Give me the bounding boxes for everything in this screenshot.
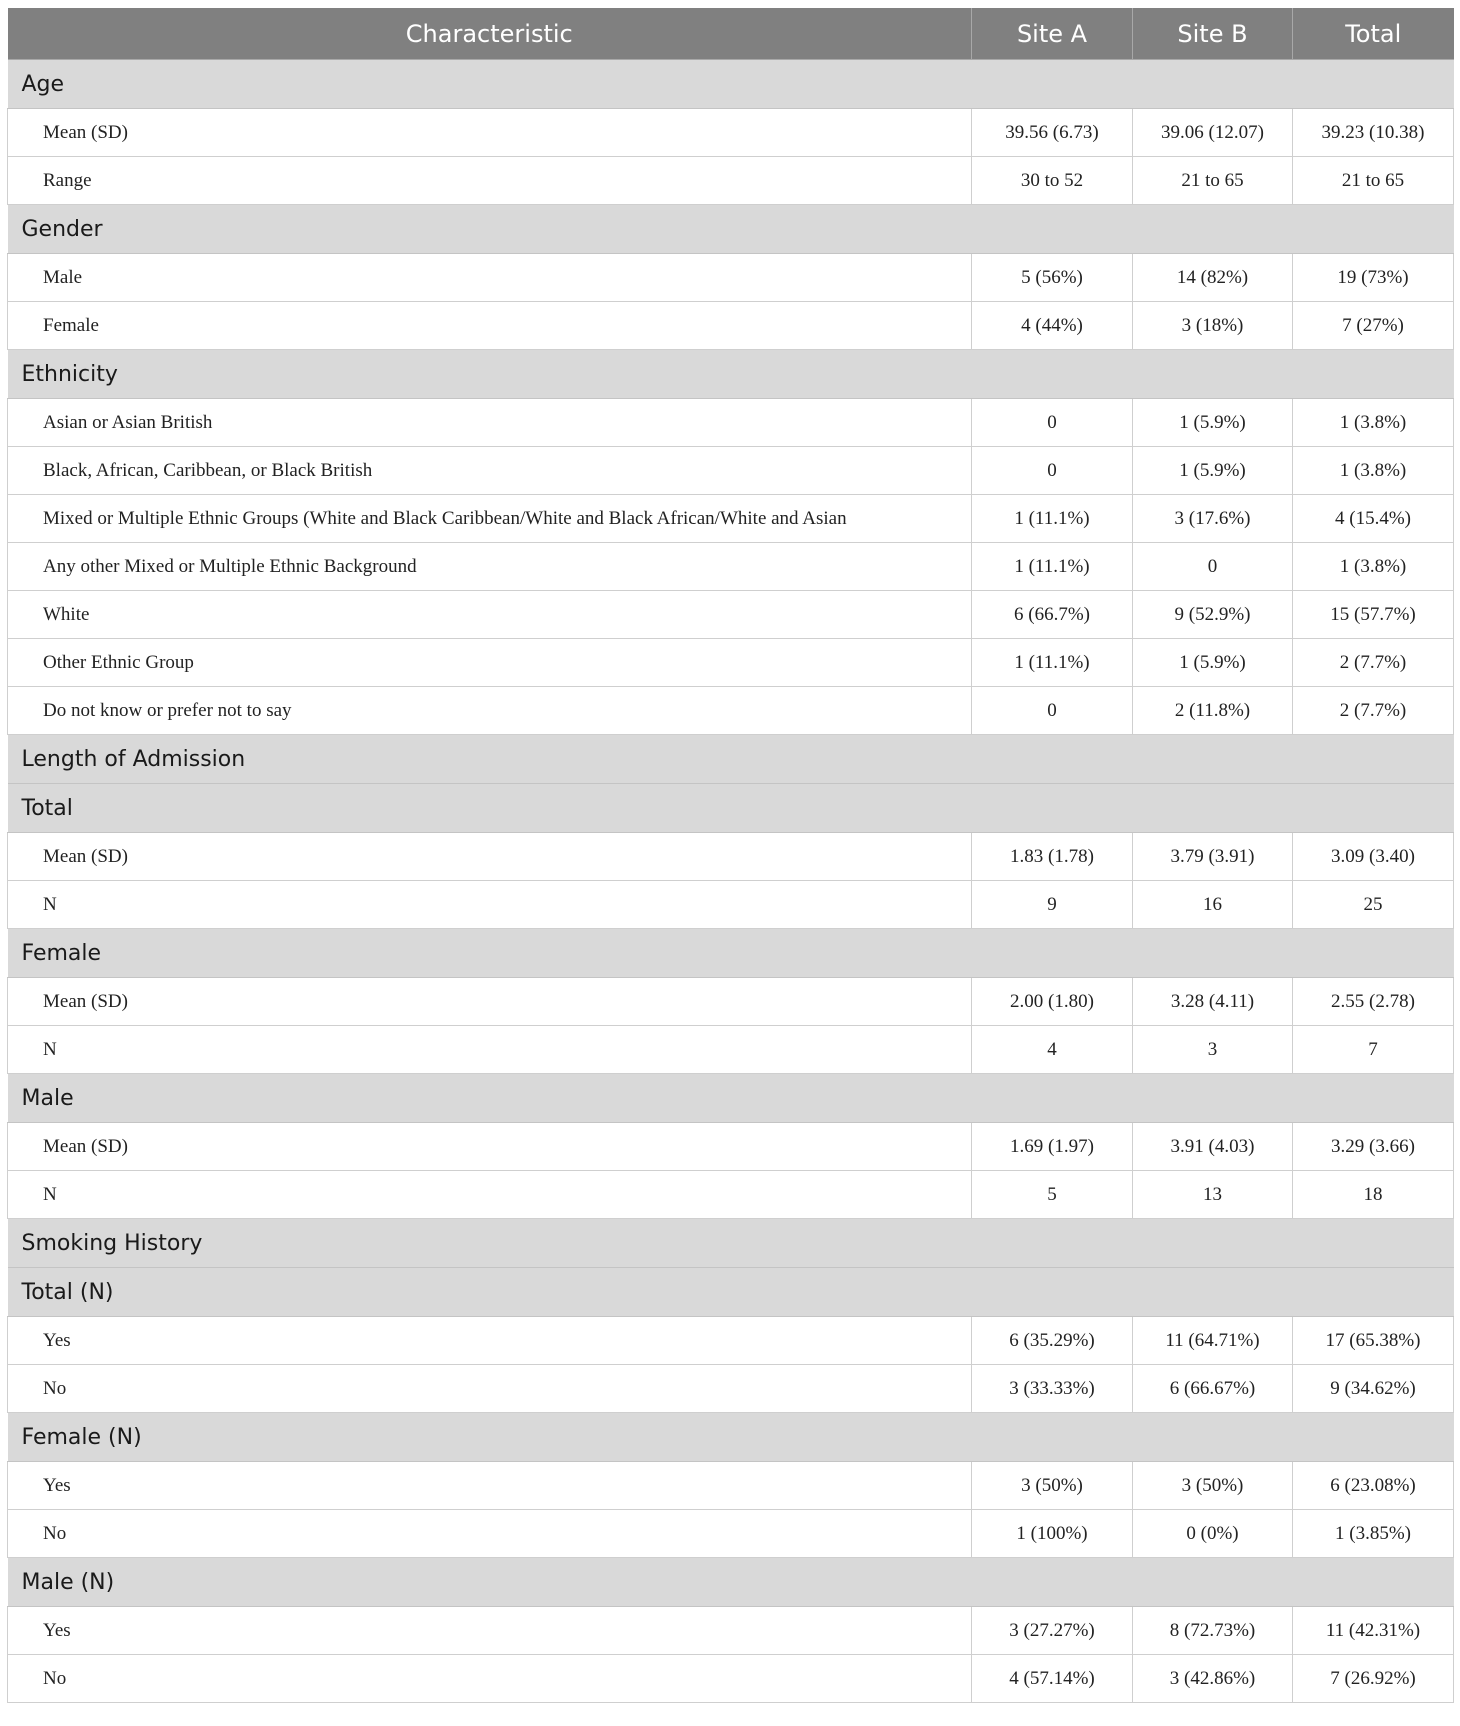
table-row — [8, 495, 1454, 543]
section-row — [8, 1268, 1454, 1317]
total-value: 39.23 (10.38) — [1293, 109, 1454, 157]
site-a-value: 5 (56%) — [972, 254, 1133, 302]
row-label: N — [8, 1026, 972, 1074]
site-a-value: 1.69 (1.97) — [972, 1123, 1133, 1171]
section-row — [8, 784, 1454, 833]
total-value: 11 (42.31%) — [1293, 1607, 1454, 1655]
section-title: Female — [8, 929, 1454, 978]
site-b-value: 3.28 (4.11) — [1133, 978, 1293, 1026]
total-value: 4 (15.4%) — [1293, 495, 1454, 543]
site-b-value: 9 (52.9%) — [1133, 591, 1293, 639]
table-row — [8, 1026, 1454, 1074]
site-b-value: 3 (17.6%) — [1133, 495, 1293, 543]
total-value: 1 (3.8%) — [1293, 399, 1454, 447]
site-a-value: 4 — [972, 1026, 1133, 1074]
table-row — [8, 1607, 1454, 1655]
total-value: 6 (23.08%) — [1293, 1462, 1454, 1510]
row-label: Any other Mixed or Multiple Ethnic Background — [8, 543, 972, 591]
site-b-value: 6 (66.67%) — [1133, 1365, 1293, 1413]
site-a-value: 9 — [972, 881, 1133, 929]
site-b-value: 11 (64.71%) — [1133, 1317, 1293, 1365]
total-value: 3.09 (3.40) — [1293, 833, 1454, 881]
row-label: Mixed or Multiple Ethnic Groups (White and Black Caribbean/White and Black African/White and Asian — [8, 495, 972, 543]
total-value: 7 (27%) — [1293, 302, 1454, 350]
row-label: Mean (SD) — [8, 978, 972, 1026]
site-a-value: 1 (11.1%) — [972, 639, 1133, 687]
site-b-value: 0 — [1133, 543, 1293, 591]
column-header-site-a: Site A — [972, 8, 1133, 60]
row-label: Mean (SD) — [8, 109, 972, 157]
site-b-value: 39.06 (12.07) — [1133, 109, 1293, 157]
section-row — [8, 1558, 1454, 1607]
row-label: Female — [8, 302, 972, 350]
section-title: Male (N) — [8, 1558, 1454, 1607]
site-a-value: 30 to 52 — [972, 157, 1133, 205]
total-value: 19 (73%) — [1293, 254, 1454, 302]
site-b-value: 0 (0%) — [1133, 1510, 1293, 1558]
row-label: Yes — [8, 1317, 972, 1365]
characteristics-table — [7, 8, 1454, 1703]
column-header-total: Total — [1293, 8, 1454, 60]
table-row — [8, 687, 1454, 735]
section-row — [8, 929, 1454, 978]
row-label: White — [8, 591, 972, 639]
site-b-value: 3 (42.86%) — [1133, 1655, 1293, 1703]
table-header-row — [8, 8, 1454, 60]
table-row — [8, 639, 1454, 687]
table-row — [8, 157, 1454, 205]
section-row — [8, 1074, 1454, 1123]
row-label: Male — [8, 254, 972, 302]
row-label: Yes — [8, 1607, 972, 1655]
section-title: Ethnicity — [8, 350, 1454, 399]
site-b-value: 1 (5.9%) — [1133, 639, 1293, 687]
table-row — [8, 591, 1454, 639]
table-row — [8, 447, 1454, 495]
table-row — [8, 543, 1454, 591]
total-value: 2 (7.7%) — [1293, 687, 1454, 735]
table-row — [8, 1655, 1454, 1703]
total-value: 7 — [1293, 1026, 1454, 1074]
section-title: Male — [8, 1074, 1454, 1123]
total-value: 25 — [1293, 881, 1454, 929]
total-value: 21 to 65 — [1293, 157, 1454, 205]
total-value: 1 (3.8%) — [1293, 447, 1454, 495]
site-a-value: 3 (50%) — [972, 1462, 1133, 1510]
table-row — [8, 109, 1454, 157]
section-row — [8, 735, 1454, 784]
characteristics-table-container — [7, 8, 1453, 1703]
table-row — [8, 1462, 1454, 1510]
total-value: 1 (3.8%) — [1293, 543, 1454, 591]
total-value: 18 — [1293, 1171, 1454, 1219]
site-a-value: 39.56 (6.73) — [972, 109, 1133, 157]
table-body — [8, 60, 1454, 1703]
section-title: Age — [8, 60, 1454, 109]
site-a-value: 0 — [972, 447, 1133, 495]
section-title: Length of Admission — [8, 735, 1454, 784]
table-row — [8, 1365, 1454, 1413]
site-a-value: 4 (44%) — [972, 302, 1133, 350]
total-value: 7 (26.92%) — [1293, 1655, 1454, 1703]
row-label: N — [8, 881, 972, 929]
total-value: 15 (57.7%) — [1293, 591, 1454, 639]
section-title: Gender — [8, 205, 1454, 254]
site-a-value: 1 (11.1%) — [972, 543, 1133, 591]
site-a-value: 3 (27.27%) — [972, 1607, 1133, 1655]
row-label: Asian or Asian British — [8, 399, 972, 447]
table-row — [8, 302, 1454, 350]
section-row — [8, 205, 1454, 254]
row-label: Mean (SD) — [8, 1123, 972, 1171]
site-b-value: 3.91 (4.03) — [1133, 1123, 1293, 1171]
table-row — [8, 1123, 1454, 1171]
row-label: Range — [8, 157, 972, 205]
site-b-value: 3 (50%) — [1133, 1462, 1293, 1510]
section-row — [8, 350, 1454, 399]
site-a-value: 5 — [972, 1171, 1133, 1219]
total-value: 1 (3.85%) — [1293, 1510, 1454, 1558]
site-b-value: 2 (11.8%) — [1133, 687, 1293, 735]
site-a-value: 1 (100%) — [972, 1510, 1133, 1558]
site-b-value: 13 — [1133, 1171, 1293, 1219]
section-row — [8, 60, 1454, 109]
site-b-value: 14 (82%) — [1133, 254, 1293, 302]
site-a-value: 6 (35.29%) — [972, 1317, 1133, 1365]
site-b-value: 1 (5.9%) — [1133, 447, 1293, 495]
row-label: Do not know or prefer not to say — [8, 687, 972, 735]
table-row — [8, 1510, 1454, 1558]
site-a-value: 0 — [972, 399, 1133, 447]
table-row — [8, 254, 1454, 302]
row-label: No — [8, 1655, 972, 1703]
site-a-value: 6 (66.7%) — [972, 591, 1133, 639]
site-a-value: 2.00 (1.80) — [972, 978, 1133, 1026]
total-value: 3.29 (3.66) — [1293, 1123, 1454, 1171]
row-label: Other Ethnic Group — [8, 639, 972, 687]
site-a-value: 1.83 (1.78) — [972, 833, 1133, 881]
site-b-value: 8 (72.73%) — [1133, 1607, 1293, 1655]
row-label: No — [8, 1365, 972, 1413]
section-row — [8, 1413, 1454, 1462]
column-header-site-b: Site B — [1133, 8, 1293, 60]
table-row — [8, 1317, 1454, 1365]
row-label: Yes — [8, 1462, 972, 1510]
site-b-value: 3.79 (3.91) — [1133, 833, 1293, 881]
section-title: Total (N) — [8, 1268, 1454, 1317]
section-row — [8, 1219, 1454, 1268]
table-row — [8, 833, 1454, 881]
table-row — [8, 881, 1454, 929]
table-row — [8, 978, 1454, 1026]
column-header-characteristic: Characteristic — [8, 8, 972, 60]
total-value: 17 (65.38%) — [1293, 1317, 1454, 1365]
site-b-value: 16 — [1133, 881, 1293, 929]
table-row — [8, 399, 1454, 447]
site-b-value: 1 (5.9%) — [1133, 399, 1293, 447]
row-label: N — [8, 1171, 972, 1219]
row-label: Black, African, Caribbean, or Black British — [8, 447, 972, 495]
site-b-value: 21 to 65 — [1133, 157, 1293, 205]
site-b-value: 3 — [1133, 1026, 1293, 1074]
total-value: 9 (34.62%) — [1293, 1365, 1454, 1413]
section-title: Total — [8, 784, 1454, 833]
site-a-value: 4 (57.14%) — [972, 1655, 1133, 1703]
site-a-value: 1 (11.1%) — [972, 495, 1133, 543]
site-a-value: 0 — [972, 687, 1133, 735]
section-title: Female (N) — [8, 1413, 1454, 1462]
table-row — [8, 1171, 1454, 1219]
total-value: 2.55 (2.78) — [1293, 978, 1454, 1026]
total-value: 2 (7.7%) — [1293, 639, 1454, 687]
site-a-value: 3 (33.33%) — [972, 1365, 1133, 1413]
row-label: No — [8, 1510, 972, 1558]
section-title: Smoking History — [8, 1219, 1454, 1268]
site-b-value: 3 (18%) — [1133, 302, 1293, 350]
row-label: Mean (SD) — [8, 833, 972, 881]
